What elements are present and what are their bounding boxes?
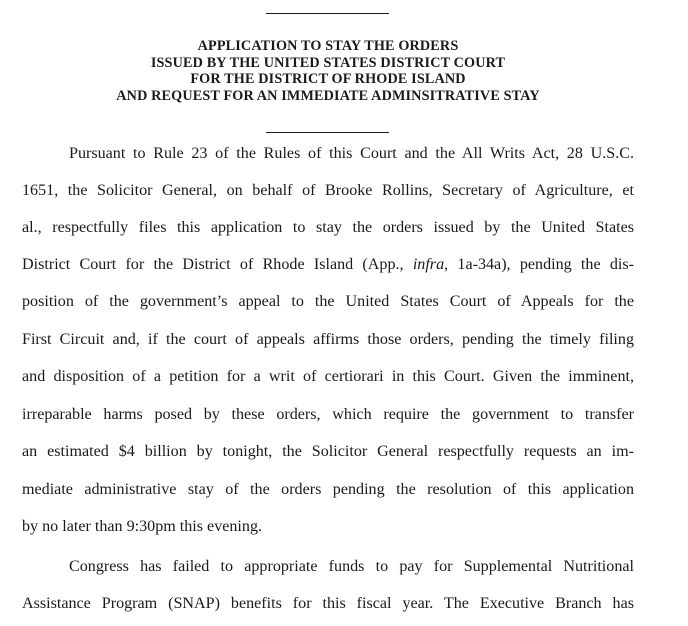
title-line: FOR THE DISTRICT OF RHODE ISLAND <box>190 71 466 87</box>
line-text-before-citation: District Court for the District of Rhode Island (App., <box>22 256 413 273</box>
title-line: AND REQUEST FOR AN IMMEDIATE ADMINSITRATIVE STAY <box>116 87 540 104</box>
paragraph-line: and disposition of a petition for a writ of certiorari in this Court. Given the imminent, <box>22 368 634 385</box>
paragraph-line: an estimated $4 billion by tonight, the Solicitor General respectfully requests an im- <box>22 443 634 460</box>
document-title <box>0 38 656 104</box>
title-divider-rule <box>266 132 389 133</box>
paragraph-line: al., respectfully files this application to stay the orders issued by the United States <box>22 219 634 236</box>
line-text-after-citation: , 1a-34a), pending the dis- <box>444 256 634 273</box>
paragraph-line: First Circuit and, if the court of appeals affirms those orders, pending the timely filing <box>22 331 634 348</box>
citation-italic-infra: infra <box>412 256 445 273</box>
paragraph-line: mediate administrative stay of the orders pending the resolution of this application <box>22 481 634 498</box>
paragraph-line: 1651, the Solicitor General, on behalf of Brooke Rollins, Secretary of Agriculture, et <box>22 182 634 199</box>
title-line: ISSUED BY THE UNITED STATES DISTRICT COURT <box>150 54 506 71</box>
paragraph-line: by no later than 9:30pm this evening. <box>22 518 263 535</box>
paragraph-line: Pursuant to Rule 23 of the Rules of this Court and the All Writs Act, 28 U.S.C. <box>69 145 634 162</box>
top-divider-rule <box>266 13 389 14</box>
paragraph-line <box>22 255 634 275</box>
paragraph-line: position of the government’s appeal to the United States Court of Appeals for the <box>22 293 634 310</box>
title-line: APPLICATION TO STAY THE ORDERS <box>197 38 459 54</box>
paragraph-line: Congress has failed to appropriate funds to pay for Supplemental Nutritional <box>69 558 634 575</box>
paragraph-line: Assistance Program (SNAP) benefits for this fiscal year. The Executive Branch has <box>22 595 634 612</box>
paragraph-line: irreparable harms posed by these orders, which require the government to transfer <box>22 406 634 423</box>
